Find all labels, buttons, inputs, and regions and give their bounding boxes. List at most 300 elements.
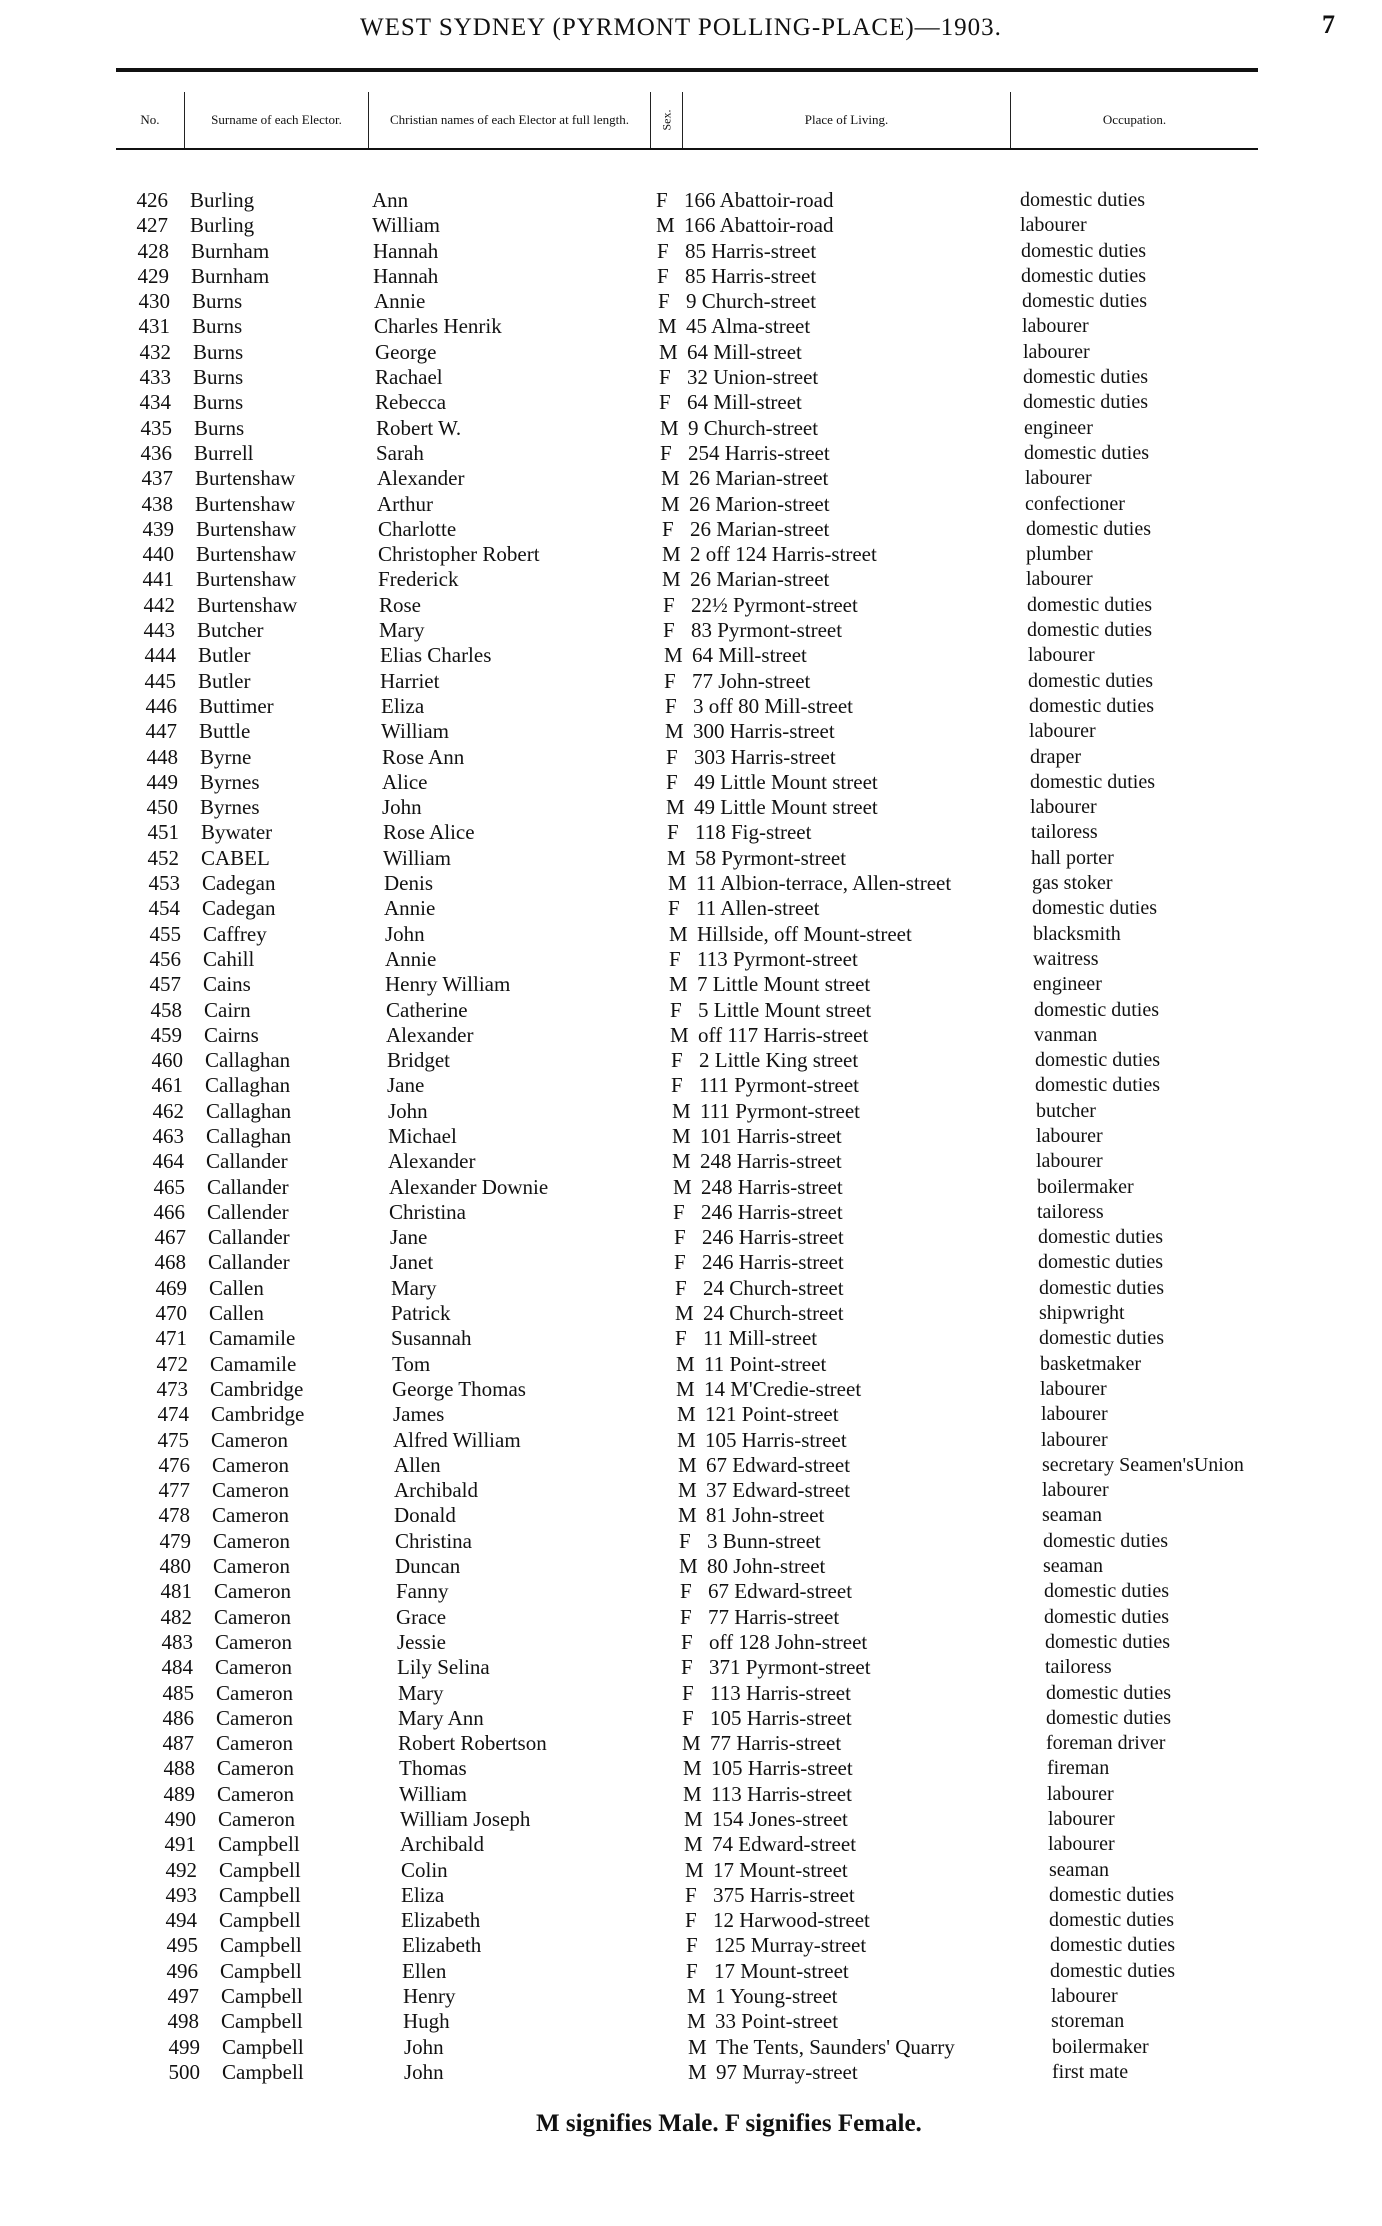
entry-number: 487	[162, 1731, 194, 1756]
entry-number: 463	[152, 1123, 184, 1148]
table-row	[0, 871, 1382, 896]
sex: F	[660, 440, 672, 465]
occupation: confectioner	[1025, 492, 1125, 515]
header-top-rule	[116, 68, 1258, 72]
place-of-living: 17 Mount-street	[713, 1857, 848, 1882]
entry-number: 461	[151, 1073, 183, 1098]
sex: M	[685, 1857, 704, 1882]
surname: Campbell	[221, 1984, 303, 2009]
table-row	[0, 1756, 1382, 1781]
table-row	[0, 643, 1382, 668]
table-row	[0, 517, 1382, 542]
table-row	[0, 340, 1382, 365]
entry-number: 488	[163, 1756, 195, 1781]
christian-names: William Joseph	[400, 1807, 531, 1831]
table-row	[0, 745, 1382, 770]
place-of-living: 64 Mill-street	[692, 643, 807, 668]
christian-names: Rachael	[375, 365, 443, 390]
surname: Cadegan	[202, 871, 276, 896]
place-of-living: 49 Little Mount street	[694, 795, 878, 820]
christian-names: Hugh	[403, 2009, 450, 2034]
occupation: domestic duties	[1049, 1883, 1174, 1906]
table-row	[0, 1681, 1382, 1706]
sex: M	[661, 466, 680, 491]
table-row	[0, 441, 1382, 466]
occupation: labourer	[1028, 644, 1095, 667]
christian-names: John	[388, 1098, 428, 1123]
place-of-living: 11 Point-street	[704, 1351, 827, 1376]
entry-number: 444	[144, 643, 176, 668]
sex: F	[658, 289, 670, 314]
sex: M	[687, 1984, 706, 2009]
sex: M	[664, 643, 683, 668]
sex: F	[667, 820, 679, 845]
entry-number: 437	[141, 466, 173, 491]
entry-number: 473	[156, 1376, 188, 1401]
surname: Butcher	[197, 618, 264, 643]
place-of-living: 85 Harris-street	[685, 263, 817, 288]
header-sex: Sex.	[650, 92, 682, 148]
christian-names: Henry	[403, 1984, 456, 2009]
christian-names: William	[399, 1781, 467, 1806]
christian-names: Alexander Downie	[389, 1174, 549, 1199]
place-of-living: 3 off 80 Mill-street	[693, 693, 854, 718]
place-of-living: 5 Little Mount street	[698, 997, 872, 1022]
entry-number: 432	[139, 339, 171, 364]
occupation: engineer	[1033, 973, 1102, 996]
occupation: storeman	[1051, 2010, 1125, 2033]
occupation: engineer	[1024, 416, 1093, 439]
occupation: labourer	[1041, 1428, 1108, 1451]
sex: M	[669, 921, 688, 946]
table-row	[0, 820, 1382, 845]
occupation: domestic duties	[1049, 1909, 1174, 1932]
sex: F	[657, 263, 669, 288]
christian-names: Elias Charles	[380, 643, 492, 668]
place-of-living: 2 off 124 Harris-street	[690, 542, 877, 567]
entry-number: 431	[138, 314, 170, 339]
entry-number: 481	[160, 1579, 192, 1604]
entry-number: 442	[143, 592, 175, 617]
table-row	[0, 1984, 1382, 2009]
table-row	[0, 1630, 1382, 1655]
surname: Campbell	[219, 1857, 301, 1882]
entry-number: 497	[167, 1984, 199, 2009]
entry-number: 484	[161, 1655, 193, 1680]
surname: Bywater	[201, 820, 273, 845]
sex: M	[672, 1098, 691, 1123]
entry-number: 472	[156, 1351, 188, 1376]
christian-names: William	[381, 719, 449, 744]
surname: Campbell	[221, 2009, 303, 2034]
sex: F	[670, 997, 682, 1022]
place-of-living: 371 Pyrmont-street	[709, 1655, 871, 1680]
sex: M	[676, 1376, 695, 1401]
place-of-living: 166 Abattoir-road	[684, 213, 834, 238]
surname: Cameron	[211, 1427, 288, 1452]
sex: F	[671, 1048, 683, 1073]
christian-names: Rose Ann	[382, 744, 465, 769]
entry-number: 498	[167, 2009, 199, 2034]
christian-names: Archibald	[400, 1832, 484, 1857]
surname: Campbell	[222, 2059, 304, 2084]
occupation: domestic duties	[1027, 593, 1152, 616]
table-row	[0, 1250, 1382, 1275]
table-row	[0, 1959, 1382, 1984]
surname: Cairns	[204, 1022, 259, 1047]
table-row	[0, 719, 1382, 744]
occupation: gas stoker	[1032, 872, 1113, 895]
place-of-living: off 117 Harris-street	[698, 1022, 869, 1047]
place-of-living: 81 John-street	[706, 1503, 825, 1528]
sex: F	[662, 516, 674, 541]
entry-number: 429	[137, 263, 169, 288]
entry-number: 455	[149, 921, 181, 946]
sex: F	[680, 1579, 692, 1604]
header-surname: Surname of each Elector.	[184, 92, 368, 148]
sex: M	[668, 871, 687, 896]
table-row	[0, 998, 1382, 1023]
place-of-living: 113 Pyrmont-street	[697, 946, 858, 971]
table-row	[0, 896, 1382, 921]
christian-names: Grace	[396, 1604, 447, 1629]
christian-names: Alexander	[377, 466, 465, 491]
place-of-living: 246 Harris-street	[701, 1199, 843, 1224]
occupation: labourer	[1023, 340, 1090, 363]
surname: Burns	[192, 289, 243, 314]
sex: F	[675, 1275, 687, 1300]
occupation: labourer	[1020, 214, 1087, 237]
entry-number: 462	[152, 1098, 184, 1123]
page-title: WEST SYDNEY (PYRMONT POLLING-PLACE)—1903.	[360, 14, 1002, 41]
sex: M	[677, 1427, 696, 1452]
table-row	[0, 1099, 1382, 1124]
occupation: seaman	[1049, 1858, 1109, 1881]
place-of-living: 26 Marion-street	[689, 491, 830, 516]
place-of-living: 24 Church-street	[703, 1301, 844, 1326]
occupation: tailoress	[1031, 821, 1098, 844]
sex: F	[659, 365, 671, 390]
place-of-living: 105 Harris-street	[711, 1756, 853, 1781]
occupation: tailoress	[1045, 1656, 1112, 1679]
place-of-living: 105 Harris-street	[710, 1705, 852, 1730]
place-of-living: 45 Alma-street	[686, 314, 811, 339]
place-of-living: 300 Harris-street	[693, 719, 835, 744]
sex: M	[676, 1351, 695, 1376]
surname: Callander	[206, 1149, 288, 1174]
surname: Burns	[194, 415, 245, 440]
table-row	[0, 2009, 1382, 2034]
table-row	[0, 1706, 1382, 1731]
entry-number: 468	[154, 1250, 186, 1275]
entry-number: 482	[160, 1604, 192, 1629]
surname: Cameron	[213, 1528, 290, 1553]
occupation: domestic duties	[1032, 897, 1157, 920]
surname: Callen	[209, 1275, 264, 1300]
christian-names: John	[385, 921, 425, 946]
table-row	[0, 239, 1382, 264]
christian-names: Michael	[388, 1123, 457, 1148]
entry-number: 433	[139, 365, 171, 390]
place-of-living: 111 Pyrmont-street	[699, 1073, 860, 1098]
table-row	[0, 1352, 1382, 1377]
place-of-living: 2 Little King street	[699, 1048, 859, 1073]
header-christian: Christian names of each Elector at full length.	[368, 92, 650, 148]
entry-number: 454	[148, 896, 180, 921]
occupation: domestic duties	[1050, 1959, 1175, 1982]
entry-number: 436	[140, 440, 172, 465]
occupation: domestic duties	[1046, 1681, 1171, 1704]
christian-names: Bridget	[387, 1048, 450, 1073]
entry-number: 500	[168, 2059, 200, 2084]
surname: Campbell	[219, 1908, 301, 1933]
occupation: domestic duties	[1021, 264, 1146, 287]
entry-number: 485	[162, 1680, 194, 1705]
christian-names: Archibald	[394, 1478, 478, 1503]
occupation: domestic duties	[1028, 669, 1153, 692]
surname: Byrnes	[200, 795, 260, 820]
surname: Cameron	[216, 1680, 293, 1705]
place-of-living: 37 Edward-street	[706, 1478, 851, 1503]
sex: M	[684, 1832, 703, 1857]
place-of-living: 101 Harris-street	[700, 1123, 842, 1148]
christian-names: Mary	[398, 1680, 444, 1705]
table-row	[0, 947, 1382, 972]
occupation: labourer	[1036, 1150, 1103, 1173]
sex: F	[671, 1073, 683, 1098]
occupation: vanman	[1034, 1023, 1098, 1046]
christian-names: Sarah	[376, 440, 424, 465]
surname: Cahill	[203, 946, 255, 971]
occupation: domestic duties	[1023, 391, 1148, 414]
table-row	[0, 188, 1382, 213]
christian-names: Robert W.	[376, 415, 462, 440]
sex: F	[674, 1225, 686, 1250]
surname: Callender	[207, 1199, 289, 1224]
occupation: domestic duties	[1045, 1630, 1170, 1653]
sex: M	[683, 1781, 702, 1806]
christian-names: Jane	[390, 1225, 428, 1250]
entry-number: 452	[147, 845, 179, 870]
place-of-living: 17 Mount-street	[714, 1958, 849, 1983]
christian-names: George	[375, 339, 437, 364]
christian-names: Catherine	[386, 997, 468, 1022]
table-row	[0, 2060, 1382, 2085]
entry-number: 435	[140, 415, 172, 440]
christian-names: Rebecca	[375, 390, 447, 415]
table-row	[0, 365, 1382, 390]
christian-names: John	[404, 2059, 444, 2084]
occupation: domestic duties	[1046, 1706, 1171, 1729]
entry-number: 466	[153, 1199, 185, 1224]
occupation: domestic duties	[1035, 1074, 1160, 1097]
table-row	[0, 1883, 1382, 1908]
christian-names: Annie	[374, 289, 426, 314]
sex: M	[678, 1503, 697, 1528]
occupation: domestic duties	[1021, 239, 1146, 262]
christian-names: Jane	[387, 1073, 425, 1098]
occupation: domestic duties	[1027, 619, 1152, 642]
place-of-living: 74 Edward-street	[712, 1832, 857, 1857]
sex: M	[672, 1123, 691, 1148]
surname: Cameron	[212, 1478, 289, 1503]
christian-names: George Thomas	[392, 1376, 526, 1401]
christian-names: Mary	[379, 618, 425, 643]
place-of-living: 248 Harris-street	[700, 1149, 842, 1174]
sex: M	[688, 2034, 707, 2059]
entry-number: 470	[155, 1301, 187, 1326]
christian-names: Tom	[392, 1351, 431, 1376]
surname: Cameron	[215, 1655, 292, 1680]
place-of-living: 246 Harris-street	[702, 1250, 844, 1275]
table-row	[0, 416, 1382, 441]
table-row	[0, 314, 1382, 339]
occupation: shipwright	[1039, 1302, 1125, 1325]
sex: F	[681, 1629, 693, 1654]
surname: Cameron	[212, 1452, 289, 1477]
table-row	[0, 492, 1382, 517]
sex: M	[682, 1731, 701, 1756]
entry-number: 478	[158, 1503, 190, 1528]
place-of-living: 105 Harris-street	[705, 1427, 847, 1452]
header-place: Place of Living.	[682, 92, 1010, 148]
occupation: domestic duties	[1023, 366, 1148, 389]
occupation: blacksmith	[1033, 922, 1121, 945]
surname: Callander	[208, 1225, 290, 1250]
entry-number: 496	[166, 1958, 198, 1983]
place-of-living: 303 Harris-street	[694, 744, 836, 769]
entry-number: 474	[157, 1402, 189, 1427]
sex: F	[685, 1882, 697, 1907]
occupation: first mate	[1052, 2060, 1129, 2083]
occupation: domestic duties	[1034, 998, 1159, 1021]
sex: F	[666, 744, 678, 769]
sex: M	[658, 314, 677, 339]
entry-number: 456	[149, 946, 181, 971]
place-of-living: 113 Harris-street	[711, 1781, 852, 1806]
table-row	[0, 1453, 1382, 1478]
surname: Callen	[209, 1301, 264, 1326]
entry-number: 475	[157, 1427, 189, 1452]
surname: Cameron	[218, 1807, 295, 1831]
christian-names: William	[383, 845, 451, 870]
place-of-living: 77 Harris-street	[710, 1731, 842, 1756]
table-row	[0, 1175, 1382, 1200]
christian-names: William	[372, 213, 440, 238]
surname: Burns	[193, 365, 244, 390]
occupation: domestic duties	[1050, 1934, 1175, 1957]
table-row	[0, 669, 1382, 694]
christian-names: John	[404, 2034, 444, 2059]
christian-names: Thomas	[399, 1756, 467, 1781]
christian-names: Henry William	[385, 972, 511, 997]
entry-number: 451	[147, 820, 179, 845]
surname: Burtenshaw	[196, 542, 297, 567]
surname: Burtenshaw	[195, 466, 296, 491]
sex: F	[685, 1908, 697, 1933]
table-row	[0, 1503, 1382, 1528]
christian-names: Denis	[384, 871, 433, 896]
table-row	[0, 542, 1382, 567]
sex: M	[666, 795, 685, 820]
christian-names: Hannah	[373, 263, 439, 288]
occupation: labourer	[1036, 1124, 1103, 1147]
christian-names: Eliza	[401, 1882, 445, 1907]
christian-names: Elizabeth	[401, 1908, 481, 1933]
page-number: 7	[1322, 10, 1335, 39]
occupation: labourer	[1029, 720, 1096, 743]
christian-names: Christina	[389, 1199, 466, 1224]
place-of-living: 64 Mill-street	[687, 339, 802, 364]
entry-number: 479	[159, 1528, 191, 1553]
entry-number: 459	[150, 1022, 182, 1047]
header-no: No.	[140, 112, 160, 127]
entry-number: 426	[136, 188, 168, 212]
christian-names: Mary Ann	[398, 1705, 484, 1730]
table-row	[0, 694, 1382, 719]
surname: Burns	[192, 314, 243, 339]
table-row	[0, 1023, 1382, 1048]
christian-names: Lily Selina	[397, 1655, 490, 1680]
place-of-living: 11 Allen-street	[696, 896, 820, 921]
place-of-living: 22½ Pyrmont-street	[691, 592, 858, 617]
header-bottom-rule	[116, 148, 1258, 150]
surname: Campbell	[220, 1933, 302, 1958]
place-of-living: 26 Marian-street	[690, 567, 830, 592]
surname: Cameron	[216, 1731, 293, 1756]
sex: M	[677, 1402, 696, 1427]
sex: F	[686, 1958, 698, 1983]
sex: F	[666, 769, 678, 794]
place-of-living: 11 Mill-street	[703, 1326, 818, 1351]
entry-number: 460	[151, 1048, 183, 1073]
place-of-living: 24 Church-street	[703, 1275, 844, 1300]
table-row	[0, 1276, 1382, 1301]
place-of-living: 58 Pyrmont-street	[695, 845, 847, 870]
christian-names: Frederick	[378, 567, 459, 592]
entry-number: 469	[155, 1275, 187, 1300]
place-of-living: 113 Harris-street	[710, 1680, 851, 1705]
entry-number: 445	[144, 668, 176, 693]
surname: Cairn	[204, 997, 251, 1022]
table-row	[0, 567, 1382, 592]
occupation: labourer	[1042, 1479, 1109, 1502]
occupation: domestic duties	[1038, 1251, 1163, 1274]
surname: Campbell	[218, 1832, 300, 1857]
place-of-living: 375 Harris-street	[713, 1882, 855, 1907]
table-row	[0, 1655, 1382, 1680]
christian-names: Christopher Robert	[378, 542, 540, 567]
occupation: labourer	[1040, 1377, 1107, 1400]
entry-number: 441	[142, 567, 174, 592]
table-row	[0, 1554, 1382, 1579]
occupation: domestic duties	[1020, 189, 1145, 211]
place-of-living: 125 Murray-street	[714, 1933, 867, 1958]
christian-names: Arthur	[377, 491, 433, 516]
occupation: domestic duties	[1030, 770, 1155, 793]
christian-names: Rose Alice	[383, 820, 475, 845]
sex: F	[664, 668, 676, 693]
entry-number: 427	[136, 213, 168, 238]
surname: Cameron	[215, 1629, 292, 1654]
table-row	[0, 1402, 1382, 1427]
place-of-living: 111 Pyrmont-street	[700, 1098, 861, 1123]
place-of-living: 11 Albion-terrace, Allen-street	[696, 871, 952, 896]
surname: Callaghan	[205, 1048, 291, 1073]
occupation: waitress	[1033, 947, 1099, 970]
table-row	[0, 1605, 1382, 1630]
occupation: butcher	[1036, 1099, 1096, 1122]
